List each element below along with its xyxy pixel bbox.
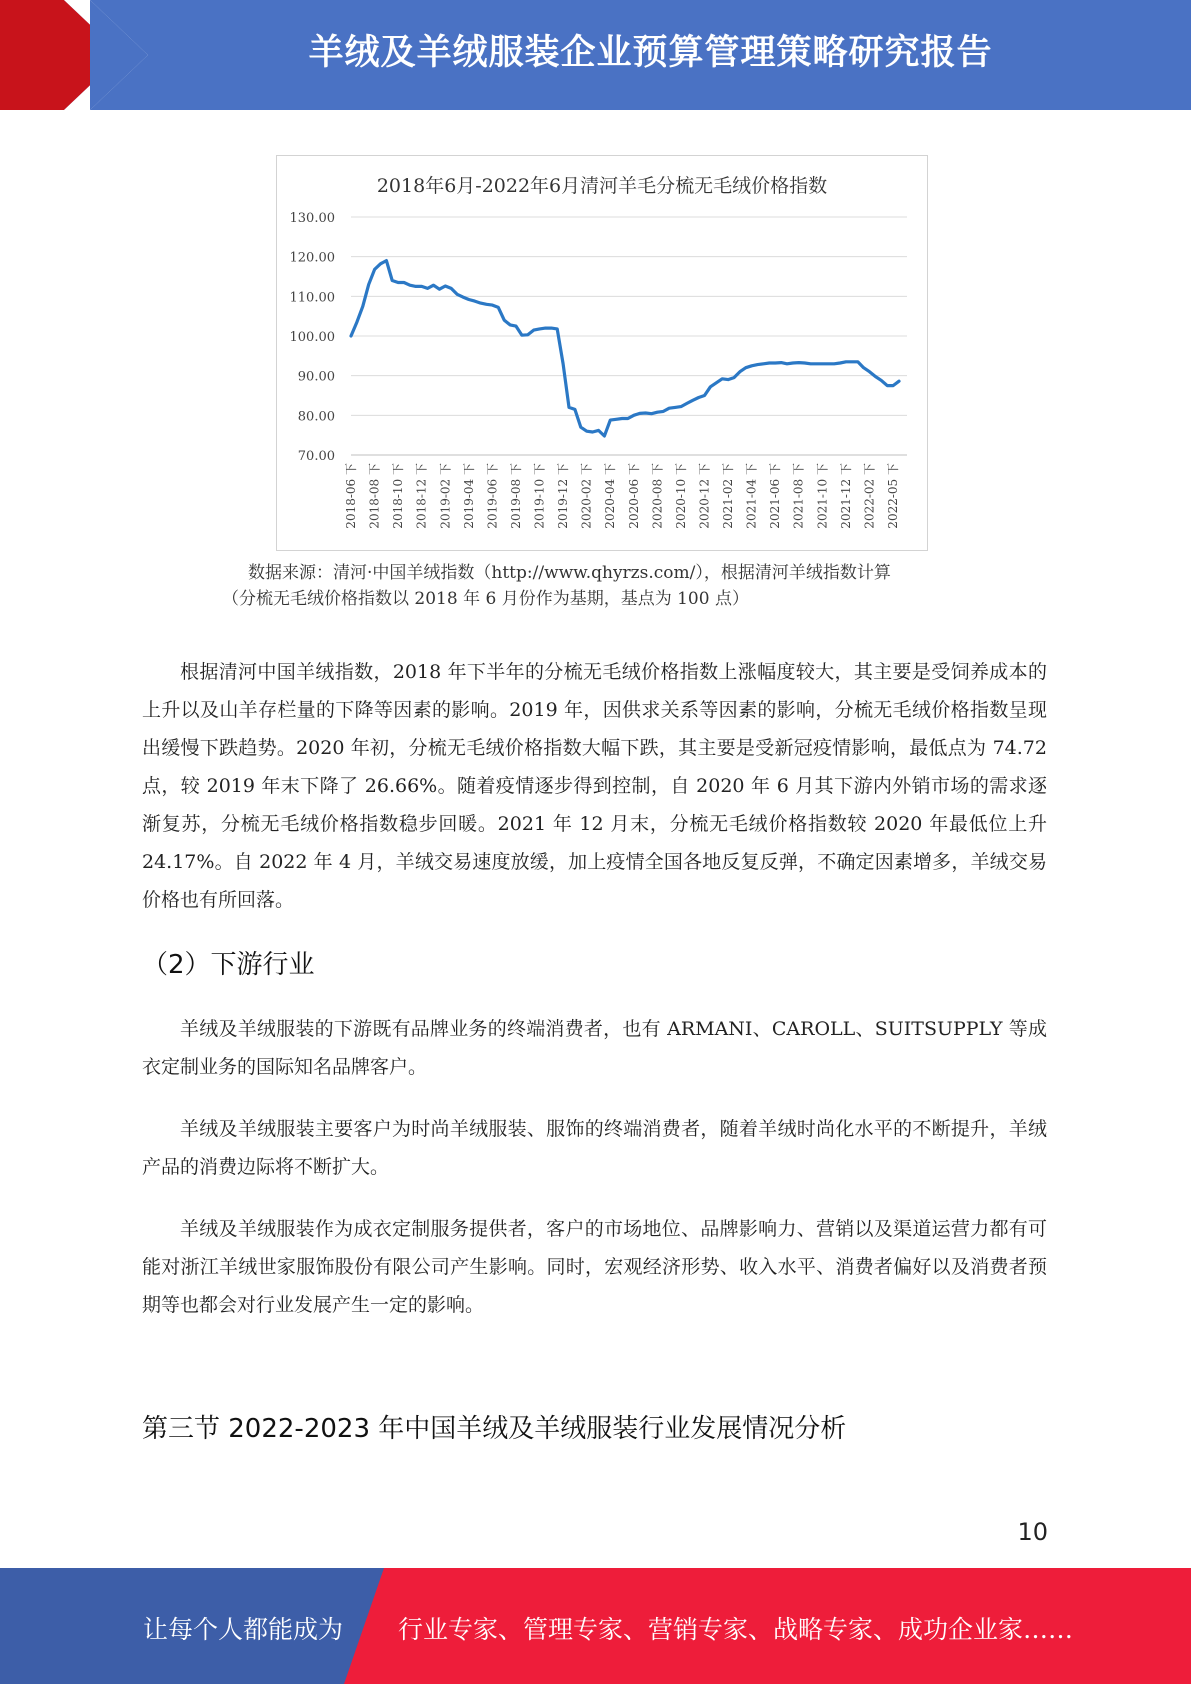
y-tick-label: 130.00: [289, 211, 335, 226]
x-tick-label: 2018-08 下: [367, 463, 382, 529]
x-tick-label: 2020-02 下: [579, 463, 594, 529]
report-title: 羊绒及羊绒服装企业预算管理策略研究报告: [308, 33, 993, 73]
x-tick-label: 2019-04 下: [461, 463, 476, 529]
price-index-chart: [276, 155, 928, 551]
x-tick-label: 2021-02 下: [721, 463, 736, 529]
y-tick-label: 110.00: [289, 290, 335, 306]
chart-y-axis: [290, 211, 336, 464]
y-tick-label: 100.00: [289, 330, 335, 345]
heading-downstream-industry: （2）下游行业: [142, 950, 315, 980]
chart-svg: [277, 156, 927, 550]
x-tick-label: 2019-10 下: [532, 463, 547, 529]
x-tick-label: 2019-08 下: [508, 463, 523, 529]
x-tick-label: 2018-10 下: [391, 463, 406, 529]
page-number: 10: [1017, 1518, 1048, 1546]
chart-series: [351, 261, 899, 436]
x-tick-label: 2022-05 下: [886, 463, 900, 529]
x-tick-label: 2018-06 下: [344, 463, 358, 529]
x-tick-label: 2019-06 下: [485, 463, 500, 529]
footer-slogan-right: 行业专家、管理专家、营销专家、战略专家、成功企业家……: [398, 1615, 1074, 1644]
y-tick-label: 70.00: [297, 449, 335, 464]
x-tick-label: 2021-08 下: [791, 463, 806, 529]
y-tick-label: 90.00: [297, 369, 335, 385]
page-header: [0, 0, 1191, 110]
footer-slogan-left: 让每个人都能成为: [143, 1615, 344, 1644]
y-tick-label: 120.00: [289, 250, 335, 266]
x-tick-label: 2018-12 下: [414, 463, 429, 529]
paragraph-price-index: 根据清河中国羊绒指数，2018 年下半年的分梳无毛绒价格指数上涨幅度较大，其主要是受饲养成本的上升以及山羊存栏量的下降等因素的影响。2019 年，因供求关系等因素的影响，分梳无毛绒价格指数呈现出缓慢下跌趋势。2020 年初，分梳无毛绒价格指数大幅下跌，其主要是受新冠疫情影响，最低点为 74.72 点，较 2019 年末下降了 26.66%。随着疫情逐步得到控制，自 2020 年 6 月其下游内外销市场的需求逐渐复苏，分梳无毛绒价格指数稳步回暖。2021 年 12 月末，分梳无毛绒价格指数较 2020 年最低位上升 24.17%。自 2022 年 4 月，羊绒交易速度放缓，加上疫情全国各地反复反弹，不确定因素增多，羊绒交易价格也有所回落。: [142, 661, 1047, 911]
chart-source-note: [222, 560, 982, 612]
chart-x-axis: [344, 463, 900, 529]
x-tick-label: 2020-12 下: [697, 463, 712, 529]
section-heading: 第三节 2022-2023 年中国羊绒及羊绒服装行业发展情况分析: [142, 1414, 847, 1444]
x-tick-label: 2021-12 下: [838, 463, 853, 529]
source-note-line-2: （分梳无毛绒价格指数以 2018 年 6 月份作为基期，基点为 100 点）: [222, 589, 749, 609]
series-line: [351, 261, 899, 436]
paragraph-main-customers: 羊绒及羊绒服装主要客户为时尚羊绒服装、服饰的终端消费者，随着羊绒时尚化水平的不断提升，羊绒产品的消费边际将不断扩大。: [142, 1118, 1047, 1178]
page-footer: [0, 1568, 1191, 1684]
chart-title: 2018年6月-2022年6月清河羊毛分梳无毛绒价格指数: [376, 175, 828, 197]
x-tick-label: 2019-12 下: [556, 463, 571, 529]
x-tick-label: 2020-10 下: [673, 463, 688, 529]
paragraph-custom-service: 羊绒及羊绒服装作为成衣定制服务提供者，客户的市场地位、品牌影响力、营销以及渠道运营力都有可能对浙江羊绒世家服饰股份有限公司产生影响。同时，宏观经济形势、收入水平、消费者偏好以及消费者预期等也都会对行业发展产生一定的影响。: [142, 1218, 1047, 1316]
x-tick-label: 2021-06 下: [768, 463, 783, 529]
x-tick-label: 2021-10 下: [815, 463, 830, 529]
x-tick-label: 2021-04 下: [744, 463, 759, 529]
x-tick-label: 2020-04 下: [603, 463, 618, 529]
x-tick-label: 2019-02 下: [438, 463, 453, 529]
paragraph-downstream-clients: 羊绒及羊绒服装的下游既有品牌业务的终端消费者，也有 ARMANI、CAROLL、SUITSUPPLY 等成衣定制业务的国际知名品牌客户。: [142, 1018, 1047, 1078]
x-tick-label: 2020-08 下: [650, 463, 665, 529]
source-note-line-1: 数据来源：清河·中国羊绒指数（http://www.qhyrzs.com/），根据清河羊绒指数计算: [248, 563, 891, 583]
x-tick-label: 2020-06 下: [626, 463, 641, 529]
x-tick-label: 2022-02 下: [862, 463, 877, 529]
y-tick-label: 80.00: [297, 409, 335, 425]
